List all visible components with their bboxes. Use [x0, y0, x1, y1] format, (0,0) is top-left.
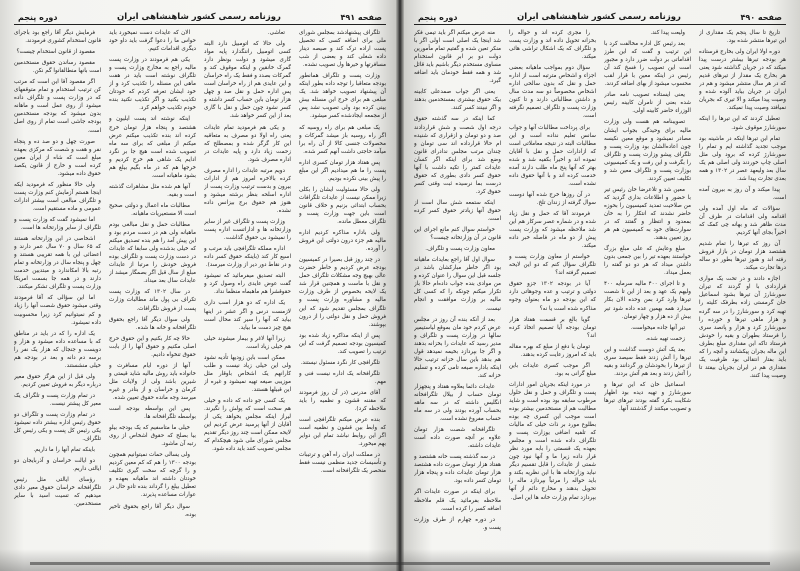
paragraph: سوال اول آقا راجع بعایدات ماهیانه بود اگر خاطر مبارکشان باشد در جلسه قبل این سوال را عنوان کرده و من موادی بنده جواب داده‌ام حالا باز تکرار میکنم چونکه را که کسی کل مالیه بر وزارت موافقت و انجام نیست.: [414, 257, 501, 312]
paragraph: وزارت پست و تلگراف همانطور بودجه متعاقبا را توجه داده بطور اینکه آن پیشنهاد تصویب خواهد شد. یک مبلغی هم برای خرج این مسئله بیش بینی کرده بود ولی تصویب نشد پس از مجمعه ایجادشده کسر میشود.: [299, 73, 386, 120]
column-1: [299, 29, 386, 559]
paragraph: کما اینکه در سه گذشته حقوق درجه اول شصت و شش قراردادند صد و دو تومان و ازقراری که شنیده ام حالا قرارداده اند سی تومان و چندان مرتب مجلس ندادرای قانون وضع شد برای اینکه اگر کسان عایدات کمتر را تکیه داشت با آنها حقوق کسر دادی بطوری که حقوق درست بما نرسیده ثبت وقتی کسر حقوق کرد.: [414, 116, 501, 195]
paragraph: رؤسای ایالتی مثل رئیس تلگرافخانه خراسان حقوق معیر دادی میدهیم که تسیت اسید با سایر مستخدمین.: [14, 477, 101, 508]
paragraph: یک کسی جو داده که داده و خیلی هم سخت است که پولش را نگیرند. لیراز اینکه مجلس بخواهد یکی از آقایان از آنها پرسید عرض کردیم این لایحه ممکن است چند روز دیگر تقدیم مجلس شورای ملی شود هیچکدام که مجلس تصویب کنند باید داده شود.: [204, 397, 291, 453]
paragraph: معین شد و تلاعرضا خان رئیس تیر با حضور و اطلاعات بداری گردید که من صلاحیت تمدید کمیسیون را بحوزه حاضر نشدند که انتکار را به خان بمعدود و انتظار و گفتند که در سوارت‌های خود به کمیسیون هم هر روز تعیین بدهند.: [604, 186, 691, 242]
paragraph: آیا در بودجه ۱۳۰۲ جزو حقوق دولتی و ترتیب و عده وجوهاتی دارد که این بودجه دو ماه بعنوان وجوه مذاکره شده است یا نه؟: [509, 281, 596, 312]
paragraph: مقصود رساندن حقوق مستخدمین است بانها منطالقانوا گم نکن.: [14, 60, 101, 75]
paragraph: اینکه نوشته اند پست ایلیون و هشتصد و پنجاه هزار تومان خرج کرده اند بنده تکذیب میکنم عرض میکنم از مبلغی که برای سه ماه تصویب شده است هیچ جا بر نگرد ادایم یک شاهی هم خرج کردیم و خرجها هم که در ماه بگیم بیلغ هم بشود ماهیانه است.: [109, 116, 196, 179]
paragraph: آنها هم شده مثل مشاهرات گذشته است و بقیه.: [109, 183, 196, 198]
paragraph: ممکن است باین زودیها تأدیه نشود ولی این خیلی زیاد نیست و طلب کارانهم یک اشخاص باوقار مثل موزیبی صیغه تهیه نمیشود و غیره از این قبیلها هستند.: [204, 354, 291, 393]
columns: [14, 29, 386, 559]
paragraph: در تمام وزارت پست و تلگراف یک معیر کل پیشتر نیست.: [14, 392, 101, 407]
paragraph: ولی باداره مذاکره کردیم اداره مالیه هم جزء درون دولتی این فروش را آورده.: [299, 230, 386, 253]
paragraph: وزارت پست و تلگراف غیر از سایر وزارتخانه ها و اداراتست اداره پست را نمیشود بی حقوق گذاشت.: [204, 219, 291, 242]
paragraph: گویا بالغ بر قسمت هفتاد هزار تومان بودجه آیا تصمیم اتخاذ کرده اند؟: [509, 316, 596, 339]
paragraph: آن روز که تیرها را تمام شدیم هشتصد هزار تومان در بازار فروش رفته اند و هنوز تیرها بطور دو ساله درها تجارت میکند.: [699, 241, 786, 272]
paragraph: یکی هم فرمودند در وزارت پست مالیه راجع به مخارج وزارت پست و تلگراف نوشته است باید در هفت ماهی این مسئله را تکذیب کرد و از خود ایشان تعرفه کردم که خودتان تکذیب بکنید و اگر تکذیب نکنید بنده خودم تکذیب خواهم کرد.: [109, 57, 196, 112]
header-rule: [14, 24, 386, 25]
right-page: [404, 0, 796, 571]
paragraph: صورت چهل و دو صد ده و پنجاه نفر و هفت و شصت که مرکزی بعهده مبلغ است که شاه از ایران معین کرده است و خارج از قانون یکصد حقوق داده میشود.: [14, 138, 101, 177]
paragraph: حالا چه کار بکنیم و این حقوق حرج اصلی مکنیم و حقوق آنها را از بابت حقوق تنخواه دادیم.: [109, 335, 196, 358]
paragraph: و یکی هم فرمودید تمام عایدات یعنی راه اولا دو مصرف به متعاقبه این کار گرگر شده و بمصطلح که زحمت زیاد دارد و پایه عایدات در اداره مصرف شود.: [204, 124, 291, 163]
paragraph: اشخاصی در این وزارتخانه هستند که ۶۵ سال و ۷۰ سال عمر دارند و اعضائی این با همه تقریبی هستند و چهل و پنجاه سال در وزارتخانه و تمام رتبه بالا امکاندارد و مبتدیین خدمت دارند و در همه جا بسمت امریکا وزارت پست و تلگراف تشکر میکنند.: [14, 236, 101, 291]
paragraph: تعاشی.: [267, 30, 285, 36]
paragraph: را مجری کرده اند و حواله را بخزانه تحویل داده اند و وزارت پست و تلگراف که یک اشکال تراشی هائی میکند.: [509, 30, 596, 61]
paragraph: تلگرافخانه یک اداره نیست فنی و مهم.: [299, 370, 386, 385]
paragraph: پس هفتاد هزار تومان کسری اداره پست را ما هم میدادیم اگر این مبلغ را پیش بینی نکرده بودیم.: [299, 159, 386, 182]
paragraph: آقای مدرس (در آن روز فرمودند که مقننه قشون و نظمیه را باید ملاحظه کرد).: [299, 389, 386, 413]
paragraph: سؤال دوم بمواجب ماهیانه بعضی اجزاء و اشخاص مترتبه است از اداره حمل و نقل که بدون سالحی اداره اشخاص مخصوصاً دو سه مدت سال و داشتن مطالباتی دارند و تا کنون وزارت پست و تلگراف تصمیم نگرفته است.: [509, 65, 596, 120]
paragraph: تصویبنامه هم هست ولی وزارت مالیه برای وحیدگی بجواب ایشان مصادر نمیشود و موقع معین نکیسه چون اعاده‌الشان بود وزارت پست و تلگراف پیشو وزارت پست و تلگراف را بگرفت و این رفت و یک کمیسیونی بوزارت پست و تلگراف معین شد و تکلیف تعیین کردند.: [604, 119, 691, 182]
paragraph: ولی حالا منظور که فرمودید ایکه اینجا هستم آزمایش کنم وزارت پست و تلگراف مبالغی است بیشتر ادارات عمومی و ماده مستقیم است.: [14, 181, 101, 212]
paragraph: سؤالات که ماه اول آمده ولی اقدامه ولی اقدامات در ظرف آن مدت ظاهر شد و بهانه چی کمک که اخیراً بجای آنها کردیم.: [699, 205, 786, 237]
paragraph: معاون وزارت پست و تلگراف.: [425, 246, 495, 253]
paragraph: یعنی ایستاده تصویب نامه صادر شده بعنی از نامران کابینه رئیس الوزراء حاضر کابینه اولی.: [604, 92, 691, 115]
paragraph: خیلی ما متاسفیم که یک بودجه بیلو بیا بصلح که حقوق اشخاص از روی رتبه آن ماشود.: [109, 425, 196, 448]
paragraph: در آن روزها خرج شده آنها دوست سوال گرفته از زندان تلخ.: [509, 191, 596, 206]
paragraph: در چند روز قبل بصیرا در کمیسیون بودجه عرض کردیم و خاطر حضرت عالی بهیچ وجه مشکلات تلگراف حمل و نقل با ماست و همچنین قرار شد یک لایحه بخصوص از طرف وزارت مالیه و مشاوره وزارت پست و تلگراف بمجلس تقدیم شود که این فروش حمل و نقل دولتی را از درون بپوشند.: [299, 257, 386, 328]
paragraph: ولی حالا که اتومبیل دارد البته کسی اتومبیل راننگدارد پایه مواد گاری میشود و دولت بونظر دارد گمرک خانقین و اینکه موقوف کند و گمرکات بصدد و فقط یک راه خراسان و این عایدی هم از راه خراسان است پس اداره حمل و نقل صد و چهل هزار تومان باین حساب کسر داشته و کسر نشود چون حمل و نقل با گاری بعد از این کسر خواهد شد.: [204, 41, 291, 120]
page-header: [414, 8, 786, 22]
paragraph: دوره اولا ایران ولی بخارج فرستاده هر بودجه تیرها بیشتر درست پیدا میکند که در جریان گذاشته شود یعنی هر بخارج یک مقدار از تیرهای قدیم که در هر سال منتشر میشود و هم در ایران در جریان بیاید آلوده شده و وصیت پیدا میکند و الا تیری که بجریان نمیافتد وصیت پیدا نمیکند.: [699, 49, 786, 112]
paragraph: اما نمیشود گفت که وزارت پست و تلگراف از سایر وزارتخانه ها است.: [14, 216, 101, 232]
paragraph: ولی یسالی حمات نمیتوانیم همچون بودجه ۱۳۰۰ را هم که کم معین کردیم و را گرچه که سخت گیری تکلیف خودتان داشته اند ماهیانه بعهده و تعطیل بیلغ را گرداند بنده تادو حال در عوارات مساعده پذیرند.: [109, 452, 196, 499]
column-2: [604, 29, 691, 559]
paragraph: باینکه تمام آنها را ما داریم.: [33, 447, 95, 454]
paragraph: اجازه دادند و در تحت یک مواری قراردادی با او گردند که تیران سورشارژ آن تیرها بشود اسماعیل خان گرمستی زاده بطرفک کلیته را تهیه کرد و سورشارژ را در سه گرده و هزار ماهی تیرها و خورده را سورشارژ کرد و هزار و پانصد سری را فرستاد بطهران و بقیه را خودش فرستاد تاکه این مقداری مبلغ بطرف این ماله بجران پیکشانند و آنچه را که باید بفتار انتقالی بود ظرفیت یک مقداری هم در ایران بجریان بیفتد تا وصیت پیدا کنند.: [699, 276, 786, 379]
column-4: [14, 29, 101, 559]
paragraph: آنها از دوره ایام مسافرت و خانواده باید روش مالیه شاید قیمتی و شیرین باشد ولی از ولایات مثل کرمان و خراسان و از بنادر و غیره میرسد وجه مانده حقوق تعیین شده.: [109, 362, 196, 401]
column-2: [204, 29, 291, 559]
paragraph: تلگرافچی کار نگرد مسئول نیستند.: [300, 359, 380, 366]
book-fold: [396, 0, 404, 571]
left-page: [4, 0, 396, 571]
paragraph: خواستم سوال کنم مانع اجرای این قانون در آن وزارتخانه چیست؟: [414, 227, 501, 242]
paragraph: بعد از آنکه بنده آن روز در مجلس عرض کردم خود مان بموقع لیاستیمیر سالها در وزارت پست و تلگراف و مدیر رسید که عایدات را بخزانه بدهند و اگر جا بپردازد بخیمه نمیدهد قول هم بدهد باین سال خزانه ترتیب حالا اینکه باداره صیغه تامی کرده و تسلیم خزانه کند.: [414, 316, 501, 379]
paragraph: ولی سوال دیگر آقا راجع بحقوق تلگرافخانه و خانه ها شده.: [109, 316, 196, 331]
column-3: [509, 29, 596, 559]
paragraph: پیدا میکند و آن روز به بیرون آمده است.: [699, 186, 786, 201]
paragraph: در مملکت ایران راه آهن و ترتیبات و تأسیسات جدید منظمی نیست فقط منحصر یک تلگرافخانه است.: [299, 452, 386, 475]
page-bottom-edge: [30, 562, 770, 565]
paragraph: تیر آنها جاده میخواست.: [630, 324, 685, 331]
paragraph: ولیعت پیدا کند.: [650, 30, 685, 36]
paragraph: زحمت تهیه شده.: [645, 335, 685, 342]
paragraph: در دوره چهارم از طرف وزارت پست و.: [414, 516, 501, 531]
paragraph: در سال ۱۳۰۲ که وزارت پست تکراف بی پول ماند مطالبات وزارت پست از فروش تلگرافات.: [109, 289, 196, 312]
gazette-title: روزنامه رسمی کشور شاهنشاهی ایران: [517, 12, 681, 22]
paragraph: اگر موجب کسری عایدات باین مبلغ گرانی به بود.: [509, 362, 596, 377]
paragraph: پس از اینکه مذاکره زیاد شده بود کمیسیون بودجه تصمیم گرفت که این ترتیب را تصویب کند.: [299, 332, 386, 355]
period-label: دوره پنجم: [18, 13, 58, 22]
paragraph: منه عرض میکنم اگر باید تیمی فکر شد اینجا یک اصلی است اولی اگر با منکر تعین شده و گفتیم تمام مأمورین دولت دو بر ابر قانون استخدام مساوی مستخدم دیگر باشیم باید قائل شد و همه فقط خودمان باید اضافه گیرد.: [414, 30, 501, 85]
paragraph: خواستم از معاون وزارت پست و تلگراف سؤال کنم که دو این لایحه تصمیم گرفته اند؟: [509, 254, 596, 277]
paragraph: در تمام وزارت پست و تلگراف دو حقوق رئیس اداره بیشتر داده نمیشود یکی رئیس کل پست و یکی رئیس کل تلگراف.: [14, 412, 101, 443]
paragraph: یک اداره که دو هزار اسب داری لازمست درس و اگر عشر در اینها بیاید که آنها را سیر کند محال است هیچ چیز دست ما بیاید.: [204, 300, 291, 331]
paragraph: بنده عرض میکنم تلگرافچی است که وابط بین قشون و نظمیه است اگر این روابط نباشد تمام این دوایر بهم میخورد.: [299, 417, 386, 448]
paragraph: و تا اجرای ۴۰۰ مالیه سرمایه ۴۰۰ ولیهم یک عهد و بعد از این تا شصت تیرها وارد کرد بمن وحده الان بکار میدارد همه بهمین عده داده شود تیر بیش از ده هزار و چهار تومان.: [604, 281, 691, 320]
paragraph: سوال دیگر آقا راجع بحقوق تاخیر بوده.: [109, 503, 196, 518]
paragraph: اما این سؤالی که آقا فرمودند وقتی میشود حقوق شصت آنها را زیاد و کم نمیتوانیم کرد زیرا محسوبیت داده نمیشود.: [14, 295, 101, 326]
paragraph: بعد یک آتش دوست گذاشت و این تیرها را آتش زدند فقط سیصد سری از تیرها را بخودشان ور گردانند و بقیه را آتش زدند و بعد هم آتش بردند.: [604, 346, 691, 377]
paragraph: تومان یا دفع از مبلغ که بهره مقاله باید که امروز رعایت کرده بدهند.: [509, 343, 596, 358]
gazette-title: روزنامه رسمی کشور شاهنشاهی ایران: [117, 12, 281, 22]
paragraph: یعنی اگر جواب صمدعلی کابینه بیک حقوق بیشتری بمستخدمین بدهند و اگر نبینند کسر کنند.: [414, 89, 501, 112]
paragraph: تلگرافخانه شصت هزار تومان علاوه بر آنچه صورت داده است عایدات داشته.: [414, 427, 501, 450]
paragraph: فرمودند آقا که حمل و نقل زیاد شده و در شماره عصر سرکار هم این شد ملاحظه میشود که وزارت پست پیش از دو ماه در فاصله خبر داده میکند.: [509, 210, 596, 250]
period-label: دوره پنجم: [418, 13, 458, 22]
paragraph: تعطیل کردند که این تیرها را اینکه سورشارژ موقوف شود.: [699, 116, 786, 131]
paragraph: مطالبات حمل و نقل مبالغی بودم ماهیانه ولی هم در دست مردم بود و این پیش آمد را هم بنده تصدیق میکنم که خیلی بدشده ولی سابقا که عایدات در دست وزارت پست و تلگراف بوده فروش خودش را مرتبا از عایدات مبلغ از سال قبل اگر بصمگار میشد از عایدات سال بعد میداد.: [109, 222, 196, 285]
scan-shadow: [0, 549, 800, 571]
column-3: [109, 29, 196, 559]
paragraph: ولی حالا مسئولیت ایشان را بکلی زیرا ممکن نیست از عایدات تلگرافات بحساب ابتدائی بزنیم و خلاف قانون است باین جهت وزارت پست و تلگراف معطل مانده.: [299, 186, 386, 226]
paragraph: دویم مرتبه عایدات را اداره مصرف کرده بالاخره امروز هم از ادارات بیرون و بدست ترتیب وزارت پست از اداره اسلحه بنظر برشته میشود و هنوز هم حقوق برج بیزانس داده نشده.: [204, 167, 291, 214]
paragraph: تاریخ تا سال پنجم یک مقداری از این تیرها منتشر شده بود.: [699, 30, 786, 45]
paragraph: اگر مقصود آقا این است که مرتب کن ترتیب استخدام و تمام متوقفهای که در وزارت پست و تلگراف داده میشود از روی عمل است و ماهانه بدون میشود که بودجه مستخدمین بودجه جاشی است تمام از روی اصل است.: [14, 79, 101, 134]
header-rule: [414, 24, 786, 25]
paragraph: البته تصدیق میفرمائید که نمیشود گفت عوض عایدی راه وصول کرد و حقوقشرا هم ماهبماه منظما نداد.: [204, 273, 291, 296]
paragraph: فرمایش دیگر آقا راجع بود باجرای قانون استخدام کشوری فرمودند.: [14, 30, 101, 45]
paragraph: برای اینکه در صورت عایدات اگر ملاحظه بفرمائید یک قلم ملاحظه اضافه کسر را کرده است.: [414, 489, 501, 512]
paragraph: یک مبلغی هم برای راه روسیه که اگر راه روسیه باز میشد گمرکات و محصولات جنسی کالا از آن راه برا میآمد حاجتی داشت آنهم کسر شده.: [299, 124, 386, 155]
page-header: [14, 8, 386, 22]
paragraph: اسماعیل خان که این تیرها و سورشارژ و تهیه دیده بود اظهار شکایت بکرد گفته بودند تیرهای تیرها و تصویب میکنند از گذشتند آنها.: [604, 381, 691, 413]
paragraph: زیرا آنها لاغر و بیمار میشوند خیلی هم خیلی زیاد است.: [204, 335, 291, 350]
paragraph: عایدات دائما یعلاوه هفتاد و پنجهزار تومان حساب از بیلال تلگرافخانه انگلیس داشته که در سه ماهه بحساب آورده بودند ولی در سه ماه حساب مفروغ نشده است.: [414, 383, 501, 423]
paragraph: تلگراف پیشنهادشد بمجلس شورای ملی برای اضافه کسی که تحصیل پست اراده ترک کند و صیصه دینار داده شغلی کند و بعضی از شب مسافرتها و خیرها ول تصویب نشده.: [299, 30, 386, 69]
page-number: صفحه ۴۹۱: [340, 13, 382, 22]
paragraph: ولی قبل از این هرگز حقوق معیر درباره دیگر به فروش تعیین کردیم.: [14, 373, 101, 388]
paragraph: پس این بواسطه بودجه است بواسطه تلگرافخانه ها.: [109, 406, 196, 421]
paragraph: مقصود از قانون استخدام چیست؟: [16, 49, 95, 56]
paragraph: در سه گذشته پست خانه هشتصد و هفتاد هزار تومان صورت داده هشتصد هزار تومان عایدات داده و پنجاه هزار تومان کسر داده بود.: [414, 454, 501, 485]
paragraph: برای پرداخت مطالبات آنها و جواب سانس تعلیم نداده است و این مطالبات البته در نتیجه معاملاتی است که ازادارات حمل و نقل با آقایان نموده اند و اخیراً بکفیه شد و شده بهتر که آنها پنج ماه طلب دارند آمده خدمت کرده اند و با آنها حقوق داده نشده است.: [509, 124, 596, 187]
paragraph: در مورد اینکه بجریان امور ادارات پست و تلگراف و حمل و نقل حلول مرطوب سابقه بود بوده است و شاید مطالبت هم از مستخدمین بیشتر بوده است موجب این کسری چه بوده بطلوع مورد بر ذات خیلی که مالیات که تلفیه اضافی یوزارت پست و تلگراف داده شده است و مجلس بعهده یک قسمتی را بابه مورد نظر قرار داده زیرا ما و آنها نبود چون شمتی از عایدات را قابل تقسیم دیگر نباید وزارتخانه ها با این نظریه بکند و باید حواله را مرتباً بپردازد ماله را تحویل بدهند و مخارج دائم از آنها بپردازد تمام وزارت خانه ها این اصل.: [509, 381, 596, 501]
paragraph: الان که عایدات دست نمیخورد باید حواس ما را دعوا گرفت باید داو خود دیگری اقدامات کنیم.: [109, 30, 196, 53]
paragraph: اداره مملکه تلگرافچی باید مرتب و اسیع کار کند (باینکه حقوق کسر داده و در نقاط دور دیر از وزارت میرسد).: [204, 246, 291, 269]
columns: [414, 29, 786, 559]
paragraph: اینکه ستمعه شش سال است از حقوق آنها زیادتر حقوق کسر کرده است.: [414, 199, 501, 223]
paragraph: بعد رئیس کل اداره مخالفت کرد با این ترتیب و گفت که این طرز اقداماتی بر دولت ضرر دارد و مجبور است این تصویب را فسخ کند آن رئیس در اینکه معین با قرار لقب محسوب میشود از بهای اضافه کردند.: [604, 41, 691, 88]
column-1: [699, 29, 786, 559]
paragraph: تمام این تیرها اینکه در ماشینه بود موجب تجدید گذاشته ایم و تمام را سورشارژ کرده که برود ولی مثل اصلی چاپ خوردند ولی اصلی هم یک سال بعد ولیعهد عصر در ۱۳۰۲ و همه بعدی تجارت پیدا شد.: [699, 135, 786, 182]
paragraph: یک اداره را که در باید در مناطق که با مساعده داده میشود و هزار و دویست و جنجال که هزار یک نفر را برسه دم دانه و بعد در بودجه هم خیلی منشستند.: [14, 330, 101, 369]
paragraph: مبلغ وعایش که علی مبلغ بزرگ خواستند بعهده تیر را بین جمعی بدون داشتن میداد که هر دو دو گفته را بعمل میداد.: [604, 246, 691, 277]
paragraph: مطالبات ماه اعمال و دولتی صحیح است الا مستعیریات ماهیانه.: [109, 202, 196, 217]
column-4: [414, 29, 501, 559]
page-number: صفحه ۴۹۰: [740, 13, 782, 22]
paragraph: دو ایالت خراسان و آذربایجان دو ایالتی داریم.: [14, 458, 101, 473]
